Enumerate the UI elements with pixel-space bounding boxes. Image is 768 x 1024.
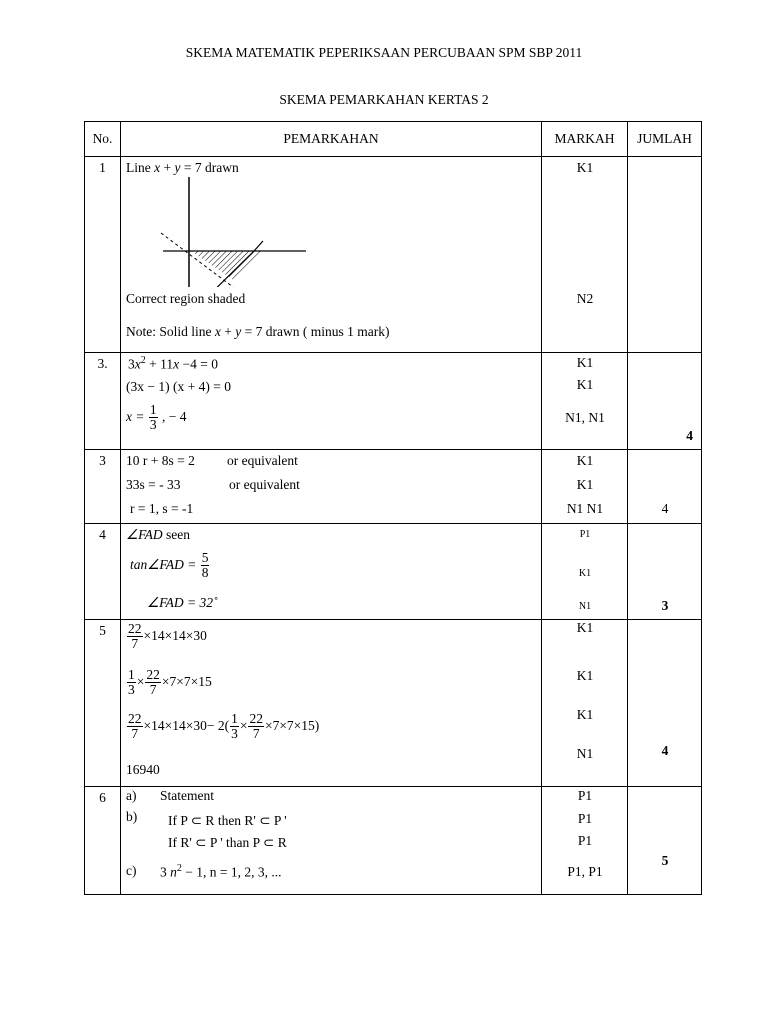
q6-part-b-line-1: If P ⊂ R then R' ⊂ P ' [168,813,287,828]
q6-part-b-line-2: If R' ⊂ P ' than P ⊂ R [168,835,287,850]
column-header-jumlah: JUMLAH [628,122,702,157]
column-header-pemarkahan: PEMARKAHAN [121,122,542,157]
table-row [85,787,702,895]
q2-mark-3: N1, N1 [565,410,605,425]
q4-line-2: tan∠FAD = $\frac{5}{8}$ [130,550,209,581]
q5-line-3: $\frac{22}{7}$ ×14×14×30− 2( $\frac{1}{3}$ × $\frac{22}{7}$ ×7×7×15) [128,711,320,742]
q2-equation-3: x = $\frac{1}{3}$ , − 4 [126,402,187,433]
column-header-no: No. [85,122,121,157]
q2-equation-1: $3x^2 + 11x -4 = 0$ [128,355,218,372]
q2-mark-1: K1 [576,355,594,370]
q1-note: Note: Solid line x + y = 7 drawn ( minus 1 mark) [126,324,390,339]
q3-line-3: r = 1, s = -1 [130,501,194,516]
table-row [85,353,702,450]
q5-total: 4 [661,743,669,758]
table-row [85,524,702,620]
q3-mark-2: K1 [576,477,594,492]
q1-region-graph [136,177,336,287]
question-number: 3. [85,353,121,450]
q2-total: 4 [686,428,693,443]
q1-line-drawn: Line x + y = 7 drawn [126,160,239,175]
table-row [85,157,702,353]
q5-answer: 16940 [126,762,160,777]
q6-part-c-text: 3 $n^2 - 1$, n = 1, 2, 3, ... [160,863,282,880]
q6-part-a-text: Statement [160,788,214,803]
question-number: 1 [85,157,121,353]
column-header-markah: MARKAH [542,122,628,157]
q4-mark-1: P1 [579,529,591,540]
q1-correct-region: Correct region shaded [126,291,246,306]
q3-line-2-note: or equivalent [229,477,300,492]
q6-part-b-label: b) [126,809,138,824]
q3-mark-3: N1 N1 [566,501,604,516]
q4-mark-3: N1 [578,601,592,612]
q6-total: 5 [661,853,669,868]
question-number: 6 [85,787,121,895]
q3-total: 4 [661,501,669,516]
q6-part-a-label: a) [126,788,137,803]
table-row [85,620,702,787]
q3-mark-1: K1 [576,453,594,468]
q4-line-1: ∠FAD seen [126,527,190,542]
question-number: 3 [85,450,121,524]
q5-mark-2: K1 [576,668,594,683]
q6-mark-4: P1, P1 [567,864,603,879]
q4-mark-2: K1 [578,568,592,579]
q1-mark-2: N2 [576,291,594,306]
q6-mark-3: P1 [577,833,593,848]
q3-line-1: 10 r + 8s = 2 [126,453,195,468]
q3-line-2: 33s = - 33 [126,477,181,492]
q4-total: 3 [661,598,669,613]
marking-scheme-table [84,121,702,895]
q5-line-2: $\frac{1}{3}$ × $\frac{22}{7}$ ×7×7×15 [128,667,212,698]
q2-equation-2: (3x − 1) (x + 4) = 0 [126,379,231,394]
q2-mark-2: K1 [576,377,594,392]
question-number: 5 [85,620,121,787]
q6-mark-1: P1 [577,788,593,803]
q6-part-c-label: c) [126,863,137,878]
q5-mark-4: N1 [576,746,594,761]
q6-mark-2: P1 [577,811,593,826]
q3-line-1-note: or equivalent [227,453,298,468]
question-number: 4 [85,524,121,620]
q5-mark-1: K1 [576,620,594,635]
table-header-row [85,122,702,157]
document-subtitle: SKEMA PEMARKAHAN KERTAS 2 [279,92,489,107]
q1-mark-1: K1 [576,160,594,175]
document-title: SKEMA MATEMATIK PEPERIKSAAN PERCUBAAN SPM SBP 2011 [185,45,583,60]
q5-line-1: $\frac{22}{7}$ ×14×14×30 [128,621,207,652]
q5-mark-3: K1 [576,707,594,722]
table-row [85,450,702,524]
q4-line-3: ∠FAD = 32˚ [147,595,218,610]
